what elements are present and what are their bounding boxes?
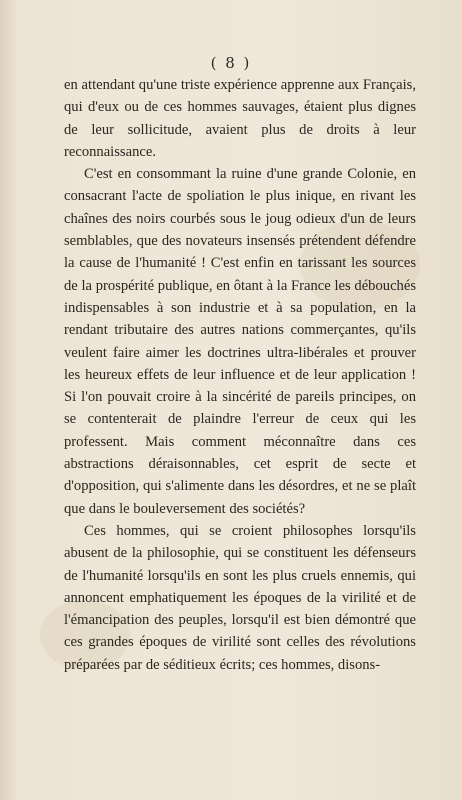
body-text [64, 74, 416, 676]
page-number: ( 8 ) [210, 54, 252, 72]
paragraph: Ces hommes, qui se croient philosophes lorsqu'ils abusent de la philosophie, qui se constituent les défenseurs de l'humanité lorsqu'ils en sont les plus cruels ennemis, qui annoncent emphatiquement les époques de la virilité et de l'émancipation des peuples, lorsqu'il est bien démontré que ces grandes époques de virilité sont celles des révolutions préparées par de séditieux écrits; ces hommes, disons- [64, 522, 416, 673]
paragraph-continuation: en attendant qu'une triste expérience apprenne aux Français, qui d'eux ou de ces hommes sauvages, étaient plus dignes de leur sollicitude, avaient plus de droits à leur reconnaissance. [64, 77, 416, 160]
paragraph: C'est en consommant la ruine d'une grande Colonie, en consacrant l'acte de spoliation le plus inique, en rivant les chaînes des noirs courbés sous le joug odieux d'un de leurs semblables, que des novateurs insensés prétendent défendre la cause de l'humanité ! C'est enfin en tarissant les sources de la prospérité publique, en ôtant à la France les débouchés indispensables à son industrie et à sa population, en la rendant tributaire des autres nations commerçantes, qu'ils veulent faire aimer les doctrines ultra-libérales et prouver les heureux effets de leur influence et de leur application ! Si l'on pouvait croire à la sincérité de pareils principes, on se contenterait de plaindre l'erreur de ceux qui les professent. Mais comment méconnaître dans ces abstractions déraisonnables, cet esprit de secte et d'opposition, qui s'alimente dans les désordres, et ne se plaît que dans le bouleversement des sociétés? [64, 166, 416, 517]
